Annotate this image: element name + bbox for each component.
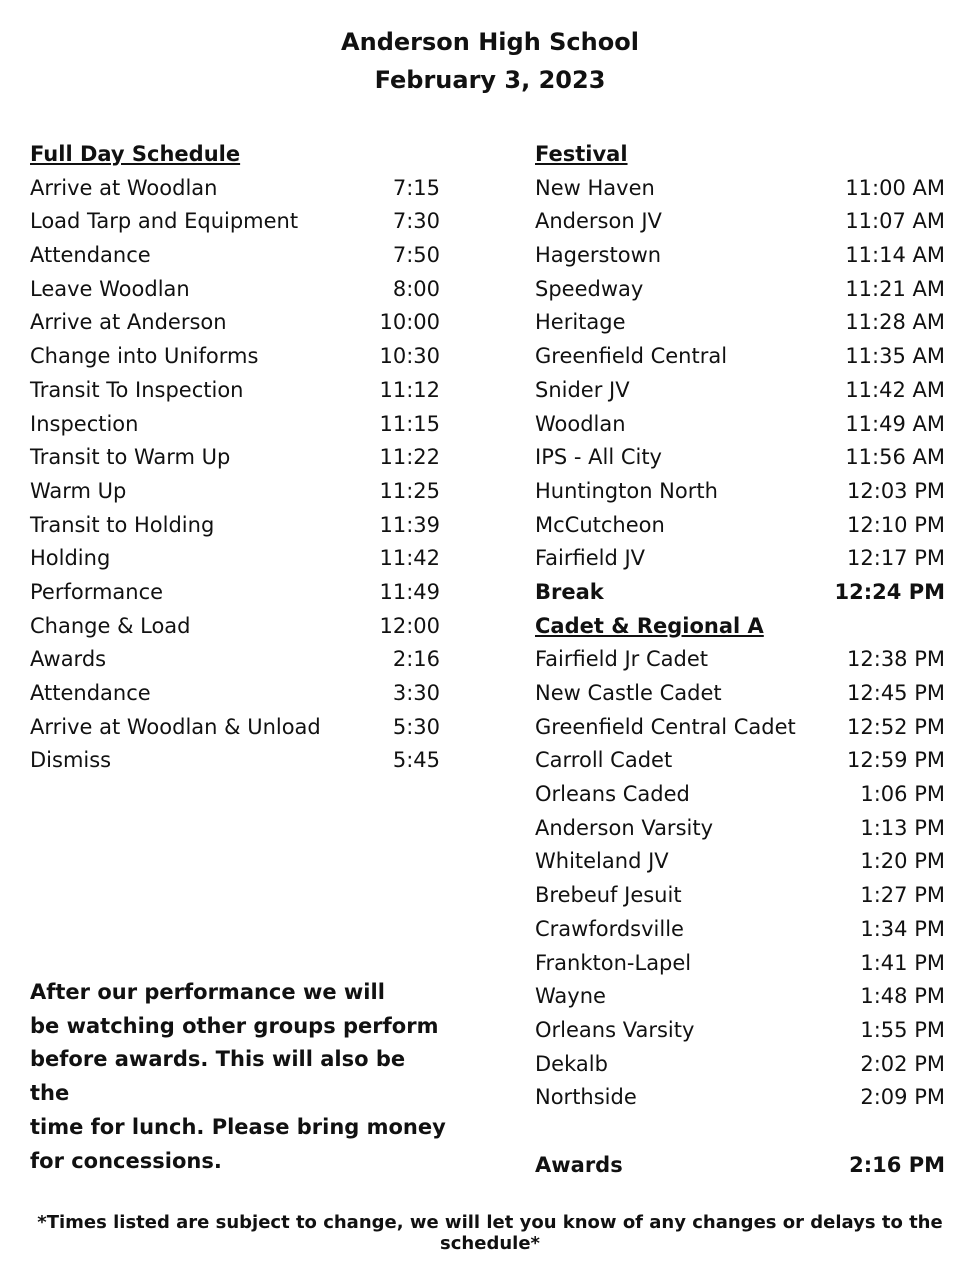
schedule-time: 12:03 PM — [847, 478, 945, 503]
break-time: 12:24 PM — [834, 579, 945, 604]
schedule-time: 11:00 AM — [845, 175, 945, 200]
schedule-row — [535, 879, 945, 913]
schedule-row — [30, 677, 440, 711]
break-label: Break — [535, 579, 604, 604]
cadet-heading — [535, 610, 945, 644]
schedule-label: Load Tarp and Equipment — [30, 209, 299, 234]
schedule-label: Huntington North — [535, 478, 718, 503]
schedule-time: 11:39 — [379, 512, 440, 537]
schedule-label: Hagerstown — [535, 243, 662, 268]
schedule-label: Whiteland JV — [535, 849, 669, 874]
festival-schedule — [535, 138, 945, 1182]
schedule-label: Inspection — [30, 411, 139, 436]
schedule-row — [535, 744, 945, 778]
schedule-time: 11:21 AM — [845, 276, 945, 301]
schedule-label: Heritage — [535, 310, 626, 335]
schedule-row — [535, 980, 945, 1014]
section-heading: Festival — [535, 142, 628, 166]
footnote: *Times listed are subject to change, we will let you know of any changes or delays to the schedule* — [37, 1212, 943, 1254]
schedule-time: 7:50 — [392, 243, 440, 268]
schedule-time: 10:00 — [379, 310, 440, 335]
schedule-time: 11:49 AM — [845, 411, 945, 436]
schedule-label: Woodlan — [535, 411, 626, 436]
awards-time: 2:16 PM — [849, 1152, 945, 1177]
schedule-row — [535, 306, 945, 340]
schedule-row — [535, 239, 945, 273]
schedule-row — [535, 542, 945, 576]
schedule-label: Fairfield JV — [535, 546, 646, 571]
note-line: be watching other groups perform — [30, 1013, 439, 1038]
schedule-label: Dekalb — [535, 1051, 608, 1076]
full-day-list — [30, 172, 440, 778]
section-heading: Full Day Schedule — [30, 142, 241, 166]
schedule-row — [30, 542, 440, 576]
schedule-row — [535, 1081, 945, 1115]
schedule-time: 7:30 — [392, 209, 440, 234]
lunch-note — [30, 976, 450, 1178]
schedule-row — [535, 475, 945, 509]
festival-heading — [535, 138, 945, 172]
schedule-row — [30, 744, 440, 778]
schedule-row — [535, 677, 945, 711]
schedule-row — [535, 643, 945, 677]
schedule-time: 12:52 PM — [847, 714, 945, 739]
schedule-label: Arrive at Woodlan & Unload — [30, 714, 321, 739]
schedule-row — [535, 340, 945, 374]
schedule-row — [535, 845, 945, 879]
schedule-label: Transit to Holding — [30, 512, 215, 537]
schedule-label: Wayne — [535, 984, 606, 1009]
schedule-time: 1:55 PM — [860, 1017, 945, 1042]
schedule-row — [30, 205, 440, 239]
schedule-time: 8:00 — [392, 276, 440, 301]
schedule-label: Transit to Warm Up — [30, 445, 231, 470]
schedule-time: 1:20 PM — [860, 849, 945, 874]
schedule-time: 11:15 — [379, 411, 440, 436]
schedule-label: Leave Woodlan — [30, 276, 190, 301]
schedule-row — [535, 812, 945, 846]
schedule-time: 11:12 — [379, 377, 440, 402]
schedule-row — [30, 340, 440, 374]
schedule-label: Awards — [30, 647, 107, 672]
schedule-time: 1:13 PM — [860, 815, 945, 840]
schedule-time: 12:38 PM — [847, 647, 945, 672]
schedule-label: Orleans Caded — [535, 782, 690, 807]
schedule-label: Speedway — [535, 276, 644, 301]
schedule-time: 5:45 — [392, 748, 440, 773]
schedule-time: 11:22 — [379, 445, 440, 470]
schedule-time: 11:07 AM — [845, 209, 945, 234]
note-line: for concessions. — [30, 1148, 222, 1173]
schedule-label: New Haven — [535, 175, 655, 200]
schedule-row — [30, 408, 440, 442]
schedule-time: 12:45 PM — [847, 681, 945, 705]
schedule-time: 1:34 PM — [860, 916, 945, 941]
schedule-row — [535, 711, 945, 745]
full-day-heading — [30, 138, 440, 172]
spacer — [535, 1115, 945, 1149]
awards-row — [535, 1149, 945, 1183]
schedule-label: Carroll Cadet — [535, 748, 673, 773]
schedule-label: Fairfield Jr Cadet — [535, 647, 708, 672]
schedule-time: 3:30 — [392, 681, 440, 705]
schedule-label: Attendance — [30, 681, 151, 705]
schedule-label: IPS - All City — [535, 445, 662, 470]
schedule-time: 1:27 PM — [860, 883, 945, 908]
schedule-row — [535, 913, 945, 947]
schedule-label: Arrive at Anderson — [30, 310, 227, 335]
school-title: Anderson High School — [341, 28, 639, 56]
schedule-label: Change & Load — [30, 613, 191, 638]
schedule-label: Performance — [30, 579, 164, 604]
schedule-time: 11:14 AM — [845, 243, 945, 268]
schedule-row — [535, 408, 945, 442]
schedule-row — [30, 643, 440, 677]
schedule-label: Holding — [30, 546, 111, 571]
schedule-label: Dismiss — [30, 748, 112, 773]
full-day-schedule — [30, 138, 440, 778]
schedule-time: 5:30 — [392, 714, 440, 739]
schedule-label: Greenfield Central — [535, 344, 728, 369]
schedule-label: McCutcheon — [535, 512, 665, 537]
schedule-time: 12:17 PM — [847, 546, 945, 571]
schedule-time: 7:15 — [392, 175, 440, 200]
schedule-time: 12:00 — [379, 613, 440, 638]
schedule-time: 10:30 — [379, 344, 440, 369]
schedule-label: Northside — [535, 1085, 637, 1110]
schedule-row — [30, 374, 440, 408]
schedule-row — [30, 711, 440, 745]
note-line: before awards. This will also be the — [30, 1047, 406, 1106]
schedule-row — [535, 778, 945, 812]
schedule-row — [535, 273, 945, 307]
schedule-time: 2:09 PM — [860, 1085, 945, 1110]
schedule-label: Transit To Inspection — [30, 377, 244, 402]
schedule-row — [30, 475, 440, 509]
cadet-list — [535, 643, 945, 1115]
schedule-label: Orleans Varsity — [535, 1017, 695, 1042]
schedule-row — [30, 441, 440, 475]
schedule-row — [535, 172, 945, 206]
schedule-row — [535, 374, 945, 408]
schedule-row — [535, 1048, 945, 1082]
schedule-row — [30, 239, 440, 273]
schedule-time: 12:10 PM — [847, 512, 945, 537]
schedule-label: Brebeuf Jesuit — [535, 883, 682, 908]
schedule-time: 11:42 AM — [845, 377, 945, 402]
schedule-label: Attendance — [30, 243, 151, 268]
section-heading: Cadet & Regional A — [535, 613, 764, 638]
note-line: After our performance we will — [30, 980, 385, 1004]
schedule-time: 11:35 AM — [845, 344, 945, 369]
schedule-label: Frankton-Lapel — [535, 950, 692, 975]
schedule-row — [30, 273, 440, 307]
schedule-row — [30, 576, 440, 610]
schedule-label: Anderson JV — [535, 209, 662, 234]
schedule-row — [535, 947, 945, 981]
schedule-label: Arrive at Woodlan — [30, 175, 218, 200]
schedule-label: Greenfield Central Cadet — [535, 714, 796, 739]
schedule-label: New Castle Cadet — [535, 681, 722, 705]
schedule-time: 11:28 AM — [845, 310, 945, 335]
event-date: February 3, 2023 — [374, 66, 606, 94]
schedule-row — [535, 1014, 945, 1048]
schedule-row — [30, 610, 440, 644]
schedule-row — [535, 205, 945, 239]
schedule-time: 1:41 PM — [860, 950, 945, 975]
schedule-time: 12:59 PM — [847, 748, 945, 773]
schedule-label: Warm Up — [30, 478, 127, 503]
schedule-label: Change into Uniforms — [30, 344, 259, 369]
schedule-time: 11:25 — [379, 478, 440, 503]
schedule-time: 2:16 — [392, 647, 440, 672]
schedule-row — [30, 172, 440, 206]
schedule-time: 11:42 — [379, 546, 440, 571]
schedule-row — [30, 306, 440, 340]
awards-label: Awards — [535, 1152, 623, 1177]
schedule-row — [535, 509, 945, 543]
note-line: time for lunch. Please bring money — [30, 1114, 446, 1139]
schedule-time: 11:49 — [379, 579, 440, 604]
schedule-time: 2:02 PM — [860, 1051, 945, 1076]
schedule-time: 11:56 AM — [845, 445, 945, 470]
schedule-label: Anderson Varsity — [535, 815, 714, 840]
break-row — [535, 576, 945, 610]
schedule-time: 1:06 PM — [860, 782, 945, 807]
schedule-label: Snider JV — [535, 377, 630, 402]
schedule-label: Crawfordsville — [535, 916, 684, 941]
schedule-row — [30, 509, 440, 543]
schedule-row — [535, 441, 945, 475]
festival-list — [535, 172, 945, 576]
schedule-time: 1:48 PM — [860, 984, 945, 1009]
